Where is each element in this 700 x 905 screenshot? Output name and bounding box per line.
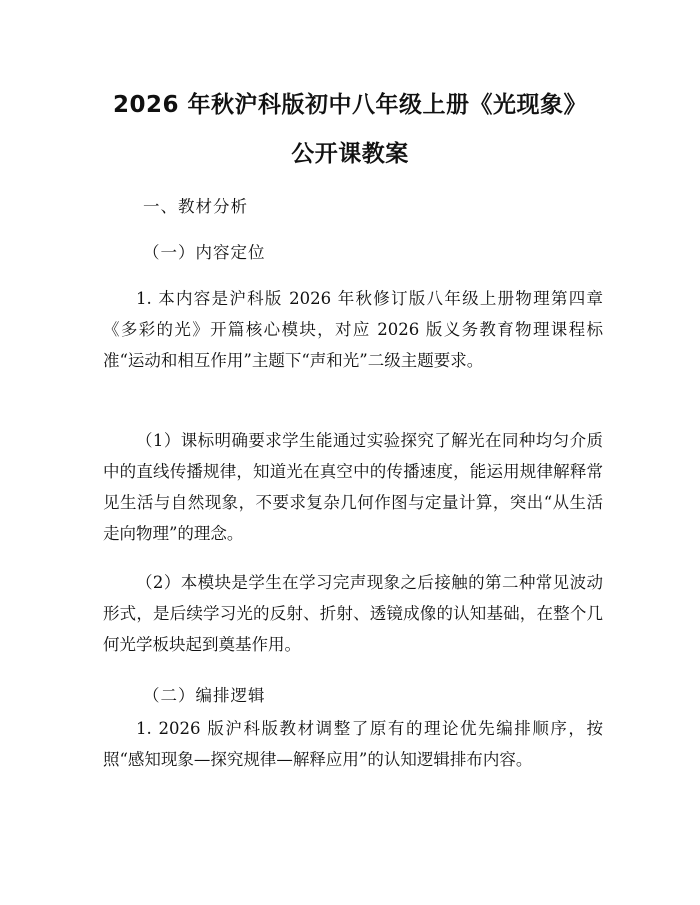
subsection-heading-arrangement-logic: （二）编排逻辑 [143, 686, 266, 705]
paragraph-module-role: （2）本模块是学生在学习完声现象之后接触的第二种常见波动形式，是后续学习光的反射、折射、透镜成像的认知基础，在整个几何光学板块起到奠基作用。 [103, 573, 603, 654]
paragraph-curriculum-requirements: （1）课标明确要求学生能通过实验探究了解光在同种均匀介质中的直线传播规律，知道光在真空中的传播速度，能运用规律解释常见生活与自然现象，不要求复杂几何作图与定量计算，突出“从生活走向物理”的理念。 [103, 431, 603, 543]
section-heading-textbook-analysis: 一、教材分析 [143, 197, 248, 216]
paragraph-content-positioning: 1. 本内容是沪科版 2026 年秋修订版八年级上册物理第四章《多彩的光》开篇核心模块，对应 2026 版义务教育物理课程标准“运动和相互作用”主题下“声和光”二级主题要求。 [103, 289, 603, 370]
document-title-line-1: 2026 年秋沪科版初中八年级上册《光现象》 [112, 92, 588, 118]
paragraph-arrangement-logic: 1. 2026 版沪科版教材调整了原有的理论优先编排顺序，按照“感知现象—探究规律—解释应用”的认知逻辑排布内容。 [103, 719, 603, 769]
subsection-heading-content-positioning: （一）内容定位 [143, 243, 266, 262]
document-title-line-2: 公开课教案 [291, 141, 409, 167]
